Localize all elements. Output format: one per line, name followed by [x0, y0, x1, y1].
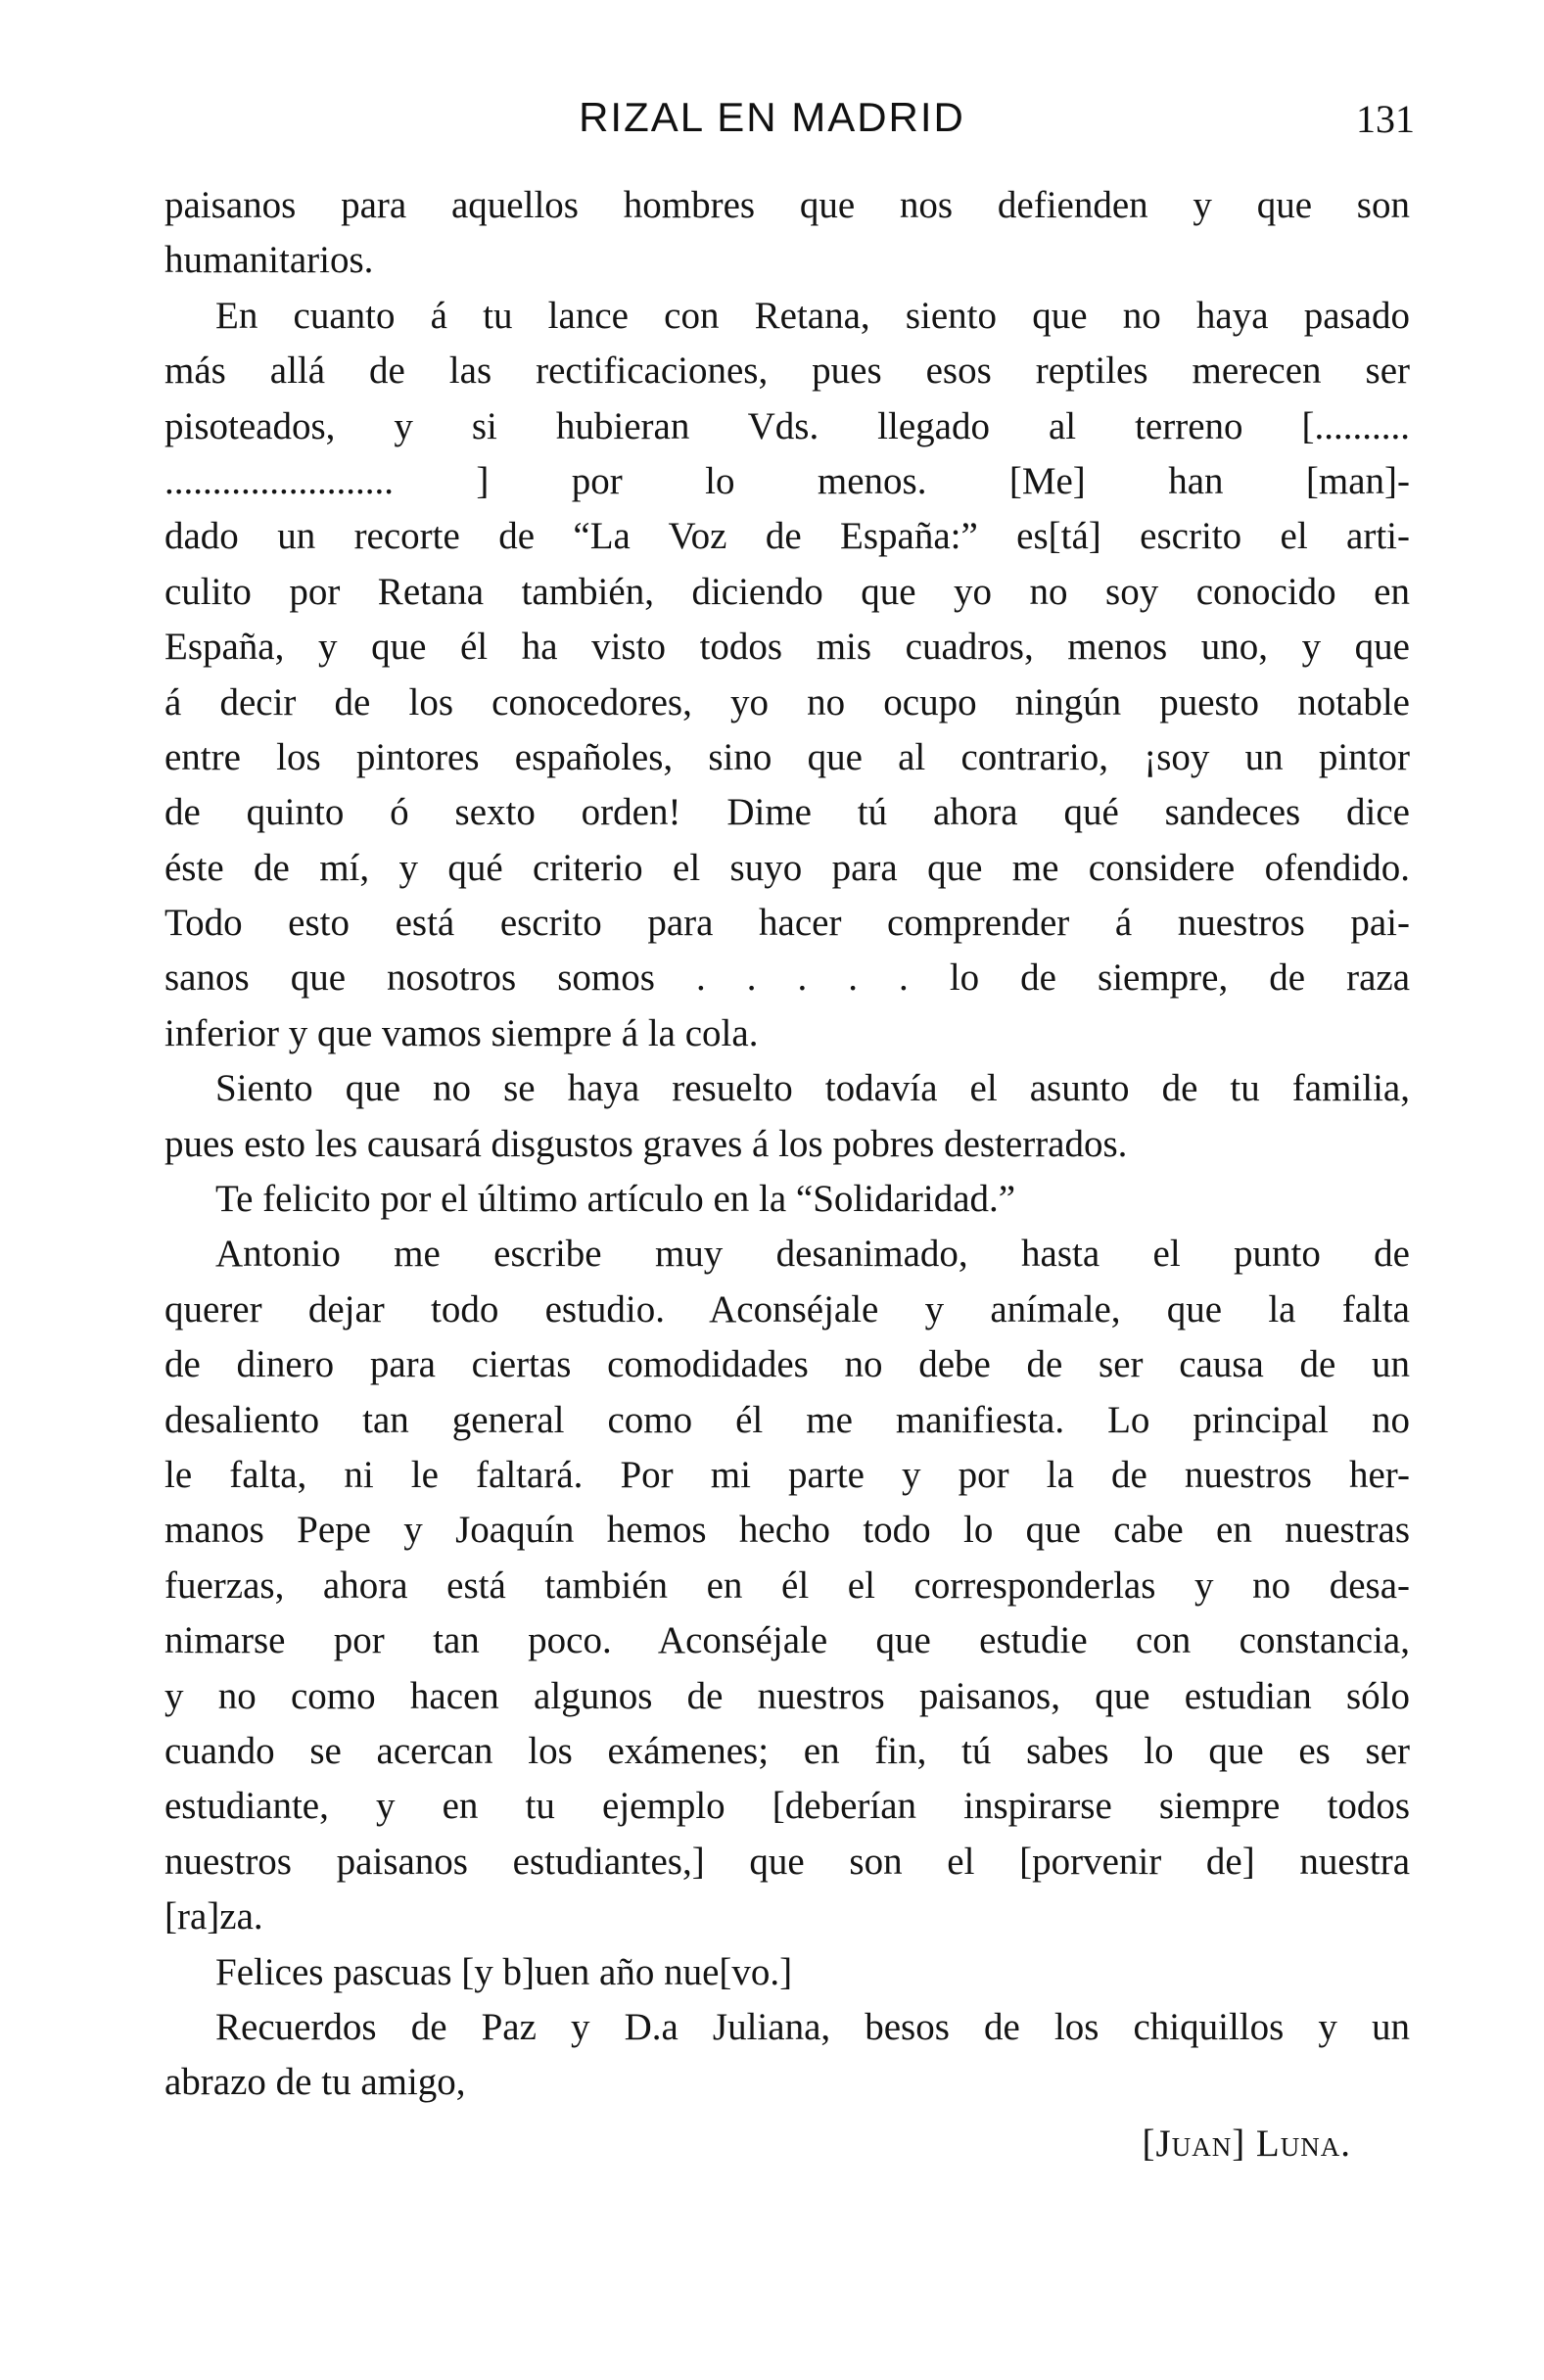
- text-line: Siento que no se haya resuelto todavía el asunto de tu familia,: [215, 1067, 1410, 1110]
- letter-body: [164, 178, 1410, 2171]
- text-line: nuestros paisanos estudiantes,] que son el [porvenir de] nuestra: [164, 1840, 1410, 1883]
- text-line: ........................ ] por lo menos. [Me] han [man]-: [164, 459, 1410, 502]
- text-line: estudiante, y en tu ejemplo [deberían inspirarse siempre todos: [164, 1785, 1410, 1828]
- running-title: RIZAL EN MADRID: [579, 94, 965, 140]
- text-line: á decir de los conocedores, yo no ocupo ningún puesto notable: [164, 680, 1410, 723]
- text-line: nimarse por tan poco. Aconséjale que estudie con constancia,: [164, 1619, 1410, 1662]
- text-line: humanitarios.: [164, 239, 374, 282]
- text-line: y no como hacen algunos de nuestros paisanos, que estudian sólo: [164, 1674, 1410, 1717]
- text-line: le falta, ni le faltará. Por mi parte y por la de nuestros her-: [164, 1453, 1410, 1496]
- text-line: [ra]za.: [164, 1895, 263, 1938]
- text-line: fuerzas, ahora está también en él el corresponderlas y no desa-: [164, 1563, 1410, 1607]
- text-line: pisoteados, y si hubieran Vds. llegado al terreno [..........: [164, 404, 1410, 447]
- text-line: culito por Retana también, diciendo que yo no soy conocido en: [164, 570, 1410, 613]
- text-line: abrazo de tu amigo,: [164, 2061, 466, 2104]
- text-line: éste de mí, y qué criterio el suyo para que me considere ofendido.: [164, 846, 1410, 889]
- text-line: pues esto les causará disgustos graves á los pobres desterrados.: [164, 1122, 1128, 1165]
- text-line: querer dejar todo estudio. Aconséjale y anímale, que la falta: [164, 1287, 1410, 1330]
- text-line: paisanos para aquellos hombres que nos defienden y que son: [164, 184, 1410, 226]
- signature: [164, 2117, 1410, 2171]
- text-line: de quinto ó sexto orden! Dime tú ahora qué sandeces dice: [164, 791, 1410, 834]
- text-line: Te felicito por el último artículo en la “Solidaridad.”: [215, 1178, 1016, 1221]
- text-line: Todo esto está escrito para hacer comprender á nuestros pai-: [164, 902, 1410, 945]
- text-line: En cuanto á tu lance con Retana, siento que no haya pasado: [215, 294, 1410, 337]
- text-line: sanos que nosotros somos . . . . . lo de siempre, de raza: [164, 957, 1410, 1000]
- text-line: dado un recorte de “La Voz de España:” es[tá] escrito el arti-: [164, 515, 1410, 558]
- text-line: manos Pepe y Joaquín hemos hecho todo lo que cabe en nuestras: [164, 1509, 1410, 1552]
- running-head: [0, 94, 1544, 153]
- text-line: Antonio me escribe muy desanimado, hasta el punto de: [215, 1233, 1410, 1276]
- text-line: desaliento tan general como él me manifiesta. Lo principal no: [164, 1398, 1410, 1441]
- text-line: entre los pintores españoles, sino que al contrario, ¡soy un pintor: [164, 735, 1410, 778]
- text-line: España, y que él ha visto todos mis cuadros, menos uno, y que: [164, 626, 1410, 669]
- text-line: más allá de las rectificaciones, pues esos reptiles merecen ser: [164, 350, 1410, 393]
- text-line: Felices pascuas [y b]uen año nue[vo.]: [215, 1950, 793, 1993]
- page-number: 131: [1356, 97, 1415, 141]
- text-line: inferior y que vamos siempre á la cola.: [164, 1011, 759, 1054]
- signature-text: [Juan] Luna.: [1142, 2122, 1351, 2165]
- text-line: Recuerdos de Paz y D.a Juliana, besos de los chiquillos y un: [215, 2005, 1410, 2048]
- text-line: cuando se acercan los exámenes; en fin, tú sabes lo que es ser: [164, 1729, 1410, 1772]
- text-line: de dinero para ciertas comodidades no debe de ser causa de un: [164, 1343, 1410, 1386]
